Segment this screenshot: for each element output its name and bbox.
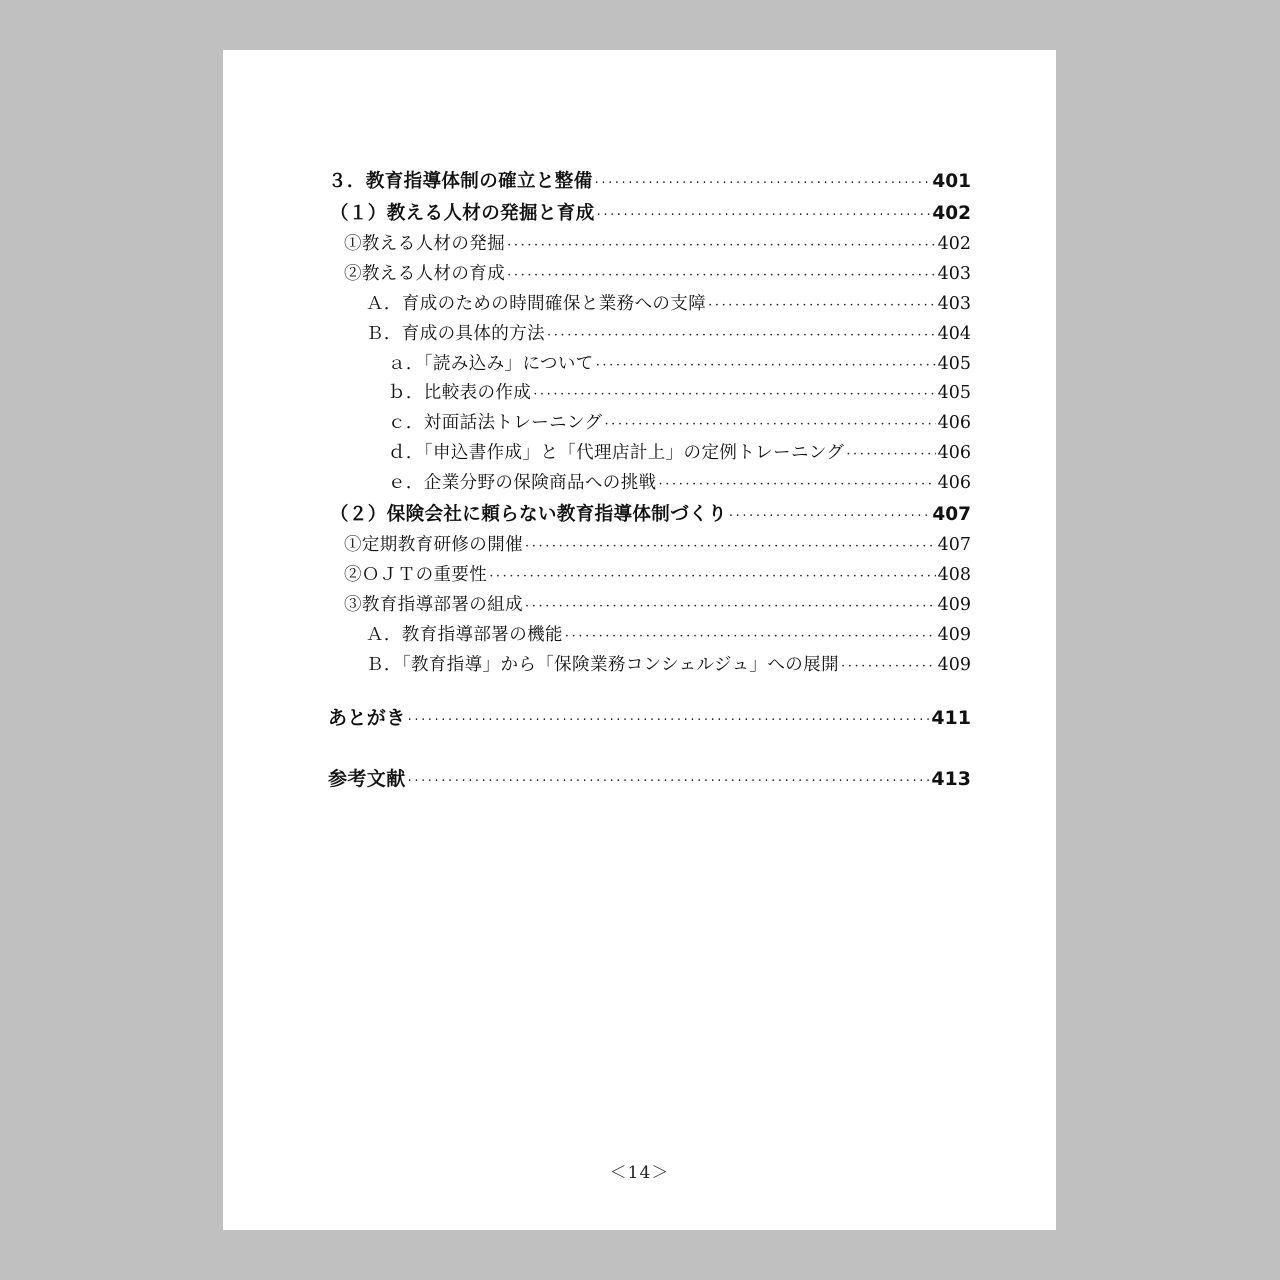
- toc-entry-page: 403: [937, 263, 971, 284]
- toc-entry-title: あとがき: [328, 707, 406, 729]
- dot-leader: [547, 321, 936, 351]
- toc-entry-page: 404: [937, 323, 971, 344]
- dot-leader: [846, 440, 935, 470]
- toc-entry: [328, 469, 971, 499]
- dot-leader: [489, 562, 935, 592]
- dot-leader: [507, 231, 935, 261]
- toc-entry-page: 406: [937, 443, 971, 464]
- dot-leader: [841, 652, 936, 682]
- toc-entry-references: [328, 763, 971, 795]
- toc-entry-page: 411: [931, 707, 971, 729]
- toc-entry: [328, 561, 971, 591]
- toc-entry-title: ①教える人材の発掘: [344, 234, 506, 254]
- toc-entry-page: 405: [937, 383, 971, 404]
- toc-entry-title: ｃ．対面話法トレーニング: [388, 413, 603, 434]
- dot-leader: [408, 705, 930, 737]
- dot-leader: [729, 501, 930, 533]
- toc-entry-title: ｅ．企業分野の保険商品への挑戦: [388, 473, 657, 494]
- toc-entry-page: 402: [937, 234, 971, 254]
- page-number: ＜14＞: [609, 1163, 670, 1183]
- toc-entry: [328, 350, 971, 380]
- toc-entry-title: Ａ．育成のための時間確保と業務への支障: [366, 293, 707, 314]
- toc-entry: [328, 409, 971, 439]
- toc-entry-title: Ａ．教育指導部署の機能: [366, 624, 563, 645]
- toc-entry-page: 401: [932, 171, 971, 192]
- toc-entry-page: 407: [937, 535, 971, 556]
- toc-entry-page: 406: [937, 473, 971, 494]
- toc-entry-page: 406: [937, 413, 971, 434]
- toc-entry-title: Ｂ．育成の具体的方法: [366, 323, 545, 344]
- dot-leader: [533, 380, 935, 410]
- toc-entry: [328, 290, 971, 320]
- dot-leader: [596, 351, 936, 381]
- toc-entry: [328, 591, 971, 621]
- toc-entry: [328, 531, 971, 561]
- dot-leader: [604, 410, 935, 440]
- toc-entry-title: ②ＯＪＴの重要性: [344, 564, 488, 585]
- toc-entry: [328, 230, 971, 260]
- toc-references: [328, 763, 971, 795]
- toc-entry-page: 402: [932, 203, 971, 224]
- document-page: [223, 50, 1056, 1230]
- toc-entry-title: ｂ．比較表の作成: [388, 383, 532, 404]
- dot-leader: [597, 200, 931, 232]
- dot-leader: [708, 291, 935, 321]
- toc-entry-page: 409: [937, 654, 971, 675]
- toc-entry-title: ①定期教育研修の開催: [344, 535, 523, 556]
- toc-entry-title: ③教育指導部署の組成: [344, 594, 523, 615]
- toc-entry: [328, 439, 971, 469]
- toc-entry-page: 409: [937, 594, 971, 615]
- toc-entry-section-3: [328, 166, 971, 198]
- toc-entry-afterword: [328, 702, 971, 734]
- dot-leader: [507, 261, 935, 291]
- toc-entry-title: ３．教育指導体制の確立と整備: [328, 171, 593, 192]
- dot-leader: [565, 622, 936, 652]
- toc-entry-title: Ｂ．「教育指導」から「保険業務コンシェルジュ」への展開: [366, 654, 839, 675]
- dot-leader: [595, 168, 931, 200]
- toc-entry-title: ｄ．「申込書作成」と「代理店計上」の定例トレーニング: [388, 443, 845, 464]
- toc-afterword: [328, 702, 971, 734]
- toc-entry-subsection-2: [328, 499, 971, 531]
- toc-entry: [328, 651, 971, 681]
- toc-entry-subsection-1: [328, 198, 971, 230]
- toc-entry-title: ａ．「読み込み」について: [388, 353, 594, 374]
- dot-leader: [659, 470, 936, 500]
- toc-entry-page: 405: [937, 353, 971, 374]
- table-of-contents: [328, 166, 971, 680]
- dot-leader: [408, 766, 930, 798]
- toc-entry-page: 403: [937, 293, 971, 314]
- toc-entry-title: （１）教える人材の発掘と育成: [330, 203, 595, 224]
- toc-entry-title: （２）保険会社に頼らない教育指導体制づくり: [330, 504, 727, 526]
- dot-leader: [525, 532, 936, 562]
- toc-entry-title: ②教える人材の育成: [344, 263, 506, 284]
- toc-entry-page: 413: [931, 768, 971, 790]
- toc-entry: [328, 621, 971, 651]
- toc-entry-page: 407: [932, 504, 971, 526]
- toc-entry: [328, 379, 971, 409]
- toc-entry: [328, 320, 971, 350]
- dot-leader: [525, 592, 936, 622]
- toc-entry-title: 参考文献: [328, 768, 406, 790]
- toc-entry: [328, 260, 971, 290]
- toc-entry-page: 408: [937, 564, 971, 585]
- toc-entry-page: 409: [937, 624, 971, 645]
